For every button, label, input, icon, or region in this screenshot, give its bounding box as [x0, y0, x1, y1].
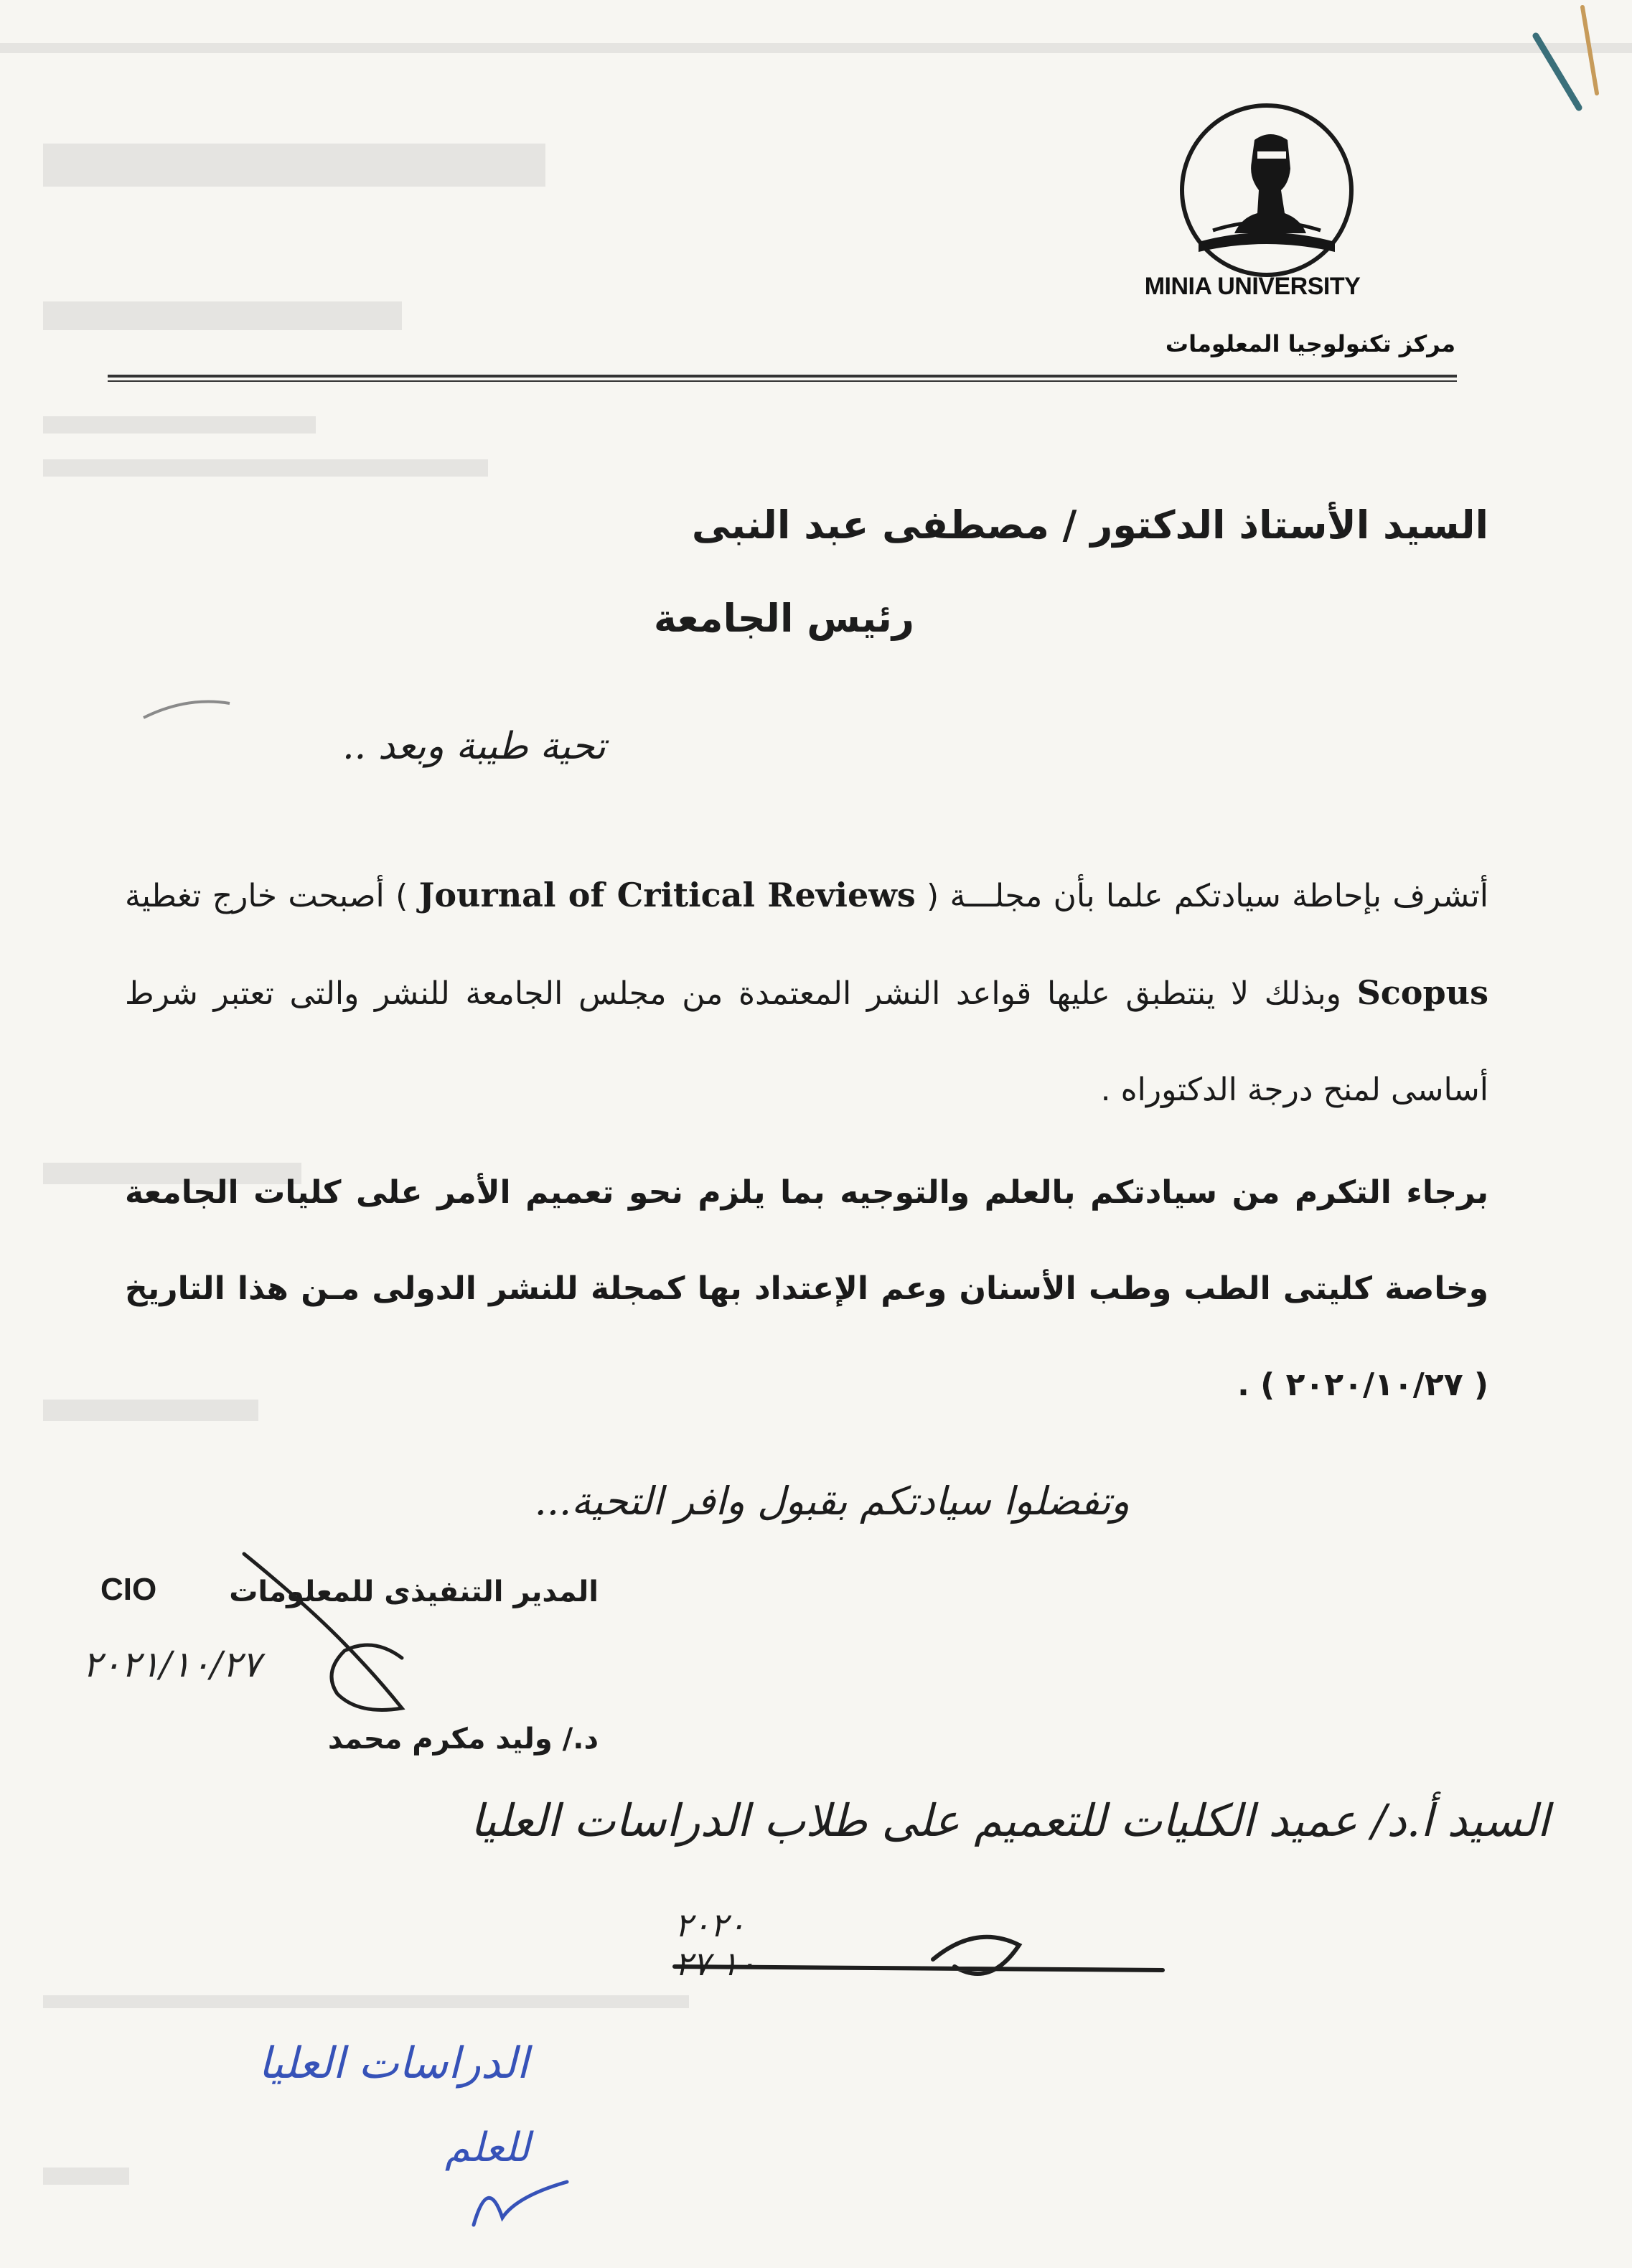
paragraph1-rest: وبذلك لا ينتطبق عليها قواعد النشر المعتمدة من مجلس الجامعة للنشر والتى تعتبر شرط أساسى لمنح درجة الدكتوراه . — [125, 975, 1488, 1108]
handwritten-note-date — [675, 1906, 756, 1983]
paragraph-journal-notice — [125, 847, 1488, 1138]
greeting: تحية طيبة وبعد .. — [342, 725, 606, 768]
note-date-line1: ٢٠٢٠ — [675, 1906, 746, 1944]
paragraph1-mid: ) أصبحت خارج تغطية — [125, 878, 408, 914]
university-seal-icon — [1163, 83, 1371, 291]
signer-title-abbrev: CIO — [100, 1572, 157, 1607]
note-date-line2: ١٠ ٢٧ — [675, 1944, 756, 1983]
database-name: Scopus — [1356, 973, 1488, 1012]
university-name: MINIA UNIVERSITY — [1144, 273, 1361, 300]
blue-annotation-line1: الدراسات العليا — [258, 2038, 529, 2089]
stray-mark — [144, 702, 230, 718]
paragraph1-intro: أتشرف بإحاطة سيادتكم علما بأن مجلـــة ( — [927, 878, 1488, 914]
header-rule-thin — [108, 380, 1457, 382]
department-name: مركز تكنولوجيا المعلومات — [1165, 330, 1455, 357]
addressee-position: رئيس الجامعة — [653, 596, 914, 641]
addressee-name: السيد الأستاذ الدكتور / مصطفى عبد النبى — [691, 502, 1488, 548]
blue-annotation-line2: للعلم — [445, 2124, 530, 2171]
blue-initials — [474, 2182, 567, 2225]
paragraph-request: برجاء التكرم من سيادتكم بالعلم والتوجيه بما يلزم نحو تعميم الأمر على كليات الجامعة وخاصة كليتى الطب وطب الأسنان وعم الإعتداد بها كمجلة للنشر الدولى مـن هذا التاريخ ( ٢٠٢٠/١٠/٢٧ ) . — [125, 1174, 1488, 1403]
handwritten-note: السيد أ.د/ عميد الكليات للتعميم على طلاب الدراسات العليا — [470, 1794, 1549, 1847]
pencil-icon — [1536, 7, 1597, 108]
signature-handwritten-date: ٢٠٢١/١٠/٢٧ — [83, 1644, 261, 1685]
signer-name: د./ وليد مكرم محمد — [327, 1723, 599, 1756]
header-rule — [108, 375, 1457, 378]
closing-line: وتفضلوا سيادتكم بقبول وافر التحية... — [534, 1479, 1130, 1524]
journal-name: Journal of Critical Reviews — [418, 876, 916, 914]
signer-title: المدير التنفيذى للمعلومات — [229, 1575, 599, 1608]
